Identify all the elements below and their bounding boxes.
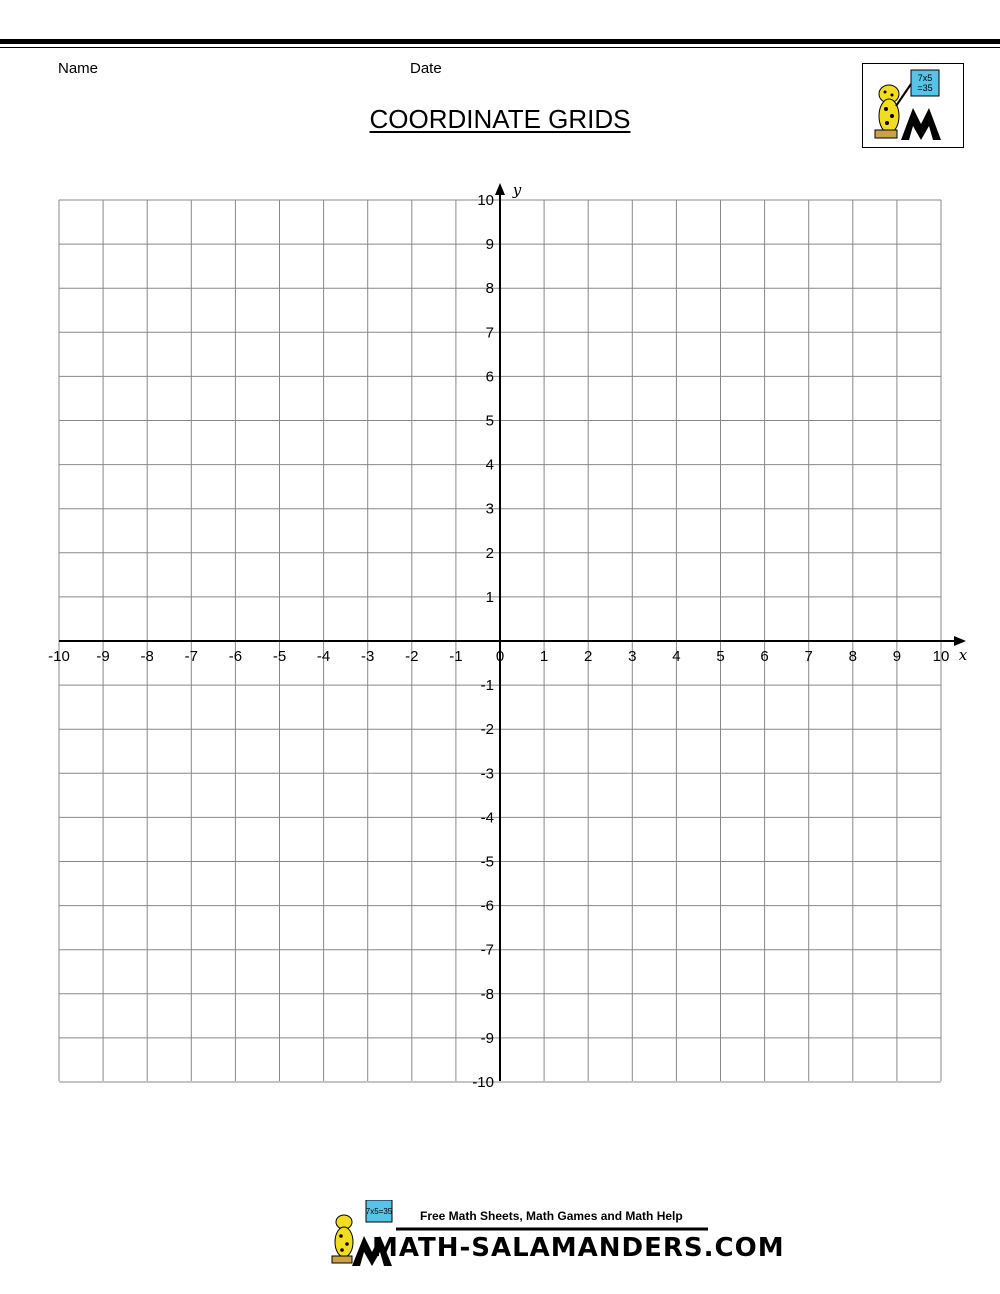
x-tick-label: -1 <box>449 648 463 665</box>
y-tick-label: 7 <box>485 324 494 342</box>
y-tick-label: 2 <box>485 544 494 562</box>
x-tick-label: -8 <box>140 648 154 665</box>
y-tick-label: 8 <box>485 280 494 298</box>
axes <box>59 183 966 1081</box>
x-tick-label: 3 <box>628 648 637 665</box>
x-tick-label: -10 <box>48 648 70 665</box>
x-tick-label: -5 <box>272 648 287 665</box>
y-tick-label: -8 <box>480 985 494 1003</box>
x-axis-arrow <box>954 636 966 646</box>
x-tick-label: 0 <box>495 648 505 665</box>
y-tick-label: 1 <box>485 588 494 606</box>
x-tick-label: -4 <box>316 648 331 665</box>
x-tick-label: -6 <box>228 648 243 665</box>
y-tick-label: 10 <box>477 192 494 209</box>
y-tick-label: 3 <box>485 500 494 518</box>
x-tick-label: 4 <box>672 648 681 665</box>
y-tick-label: -5 <box>480 853 494 871</box>
date-label: Date <box>410 60 442 77</box>
y-tick-label: 5 <box>485 412 494 430</box>
footer-tagline: Free Math Sheets, Math Games and Math Help <box>420 1209 683 1223</box>
name-label: Name <box>58 60 99 77</box>
x-tick-label: -7 <box>184 648 198 665</box>
y-tick-label: -4 <box>480 809 494 827</box>
x-tick-label: -2 <box>405 648 419 665</box>
x-tick-label: 9 <box>892 648 902 665</box>
x-tick-label: 10 <box>932 648 950 665</box>
logo-badge-line1: 7x5 <box>917 73 933 83</box>
y-tick-label: -9 <box>480 1029 494 1047</box>
x-tick-label: 6 <box>760 648 769 665</box>
y-tick-label: 4 <box>485 456 494 474</box>
x-tick-label: 2 <box>584 648 593 665</box>
y-axis-arrow <box>495 183 505 195</box>
y-tick-label: -10 <box>472 1074 494 1091</box>
y-tick-label: -3 <box>480 765 494 783</box>
y-tick-label: -7 <box>480 941 494 959</box>
tick-labels <box>48 181 968 1091</box>
x-tick-label: -9 <box>96 648 110 665</box>
footer-salamander-body <box>335 1227 353 1257</box>
x-tick-label: 7 <box>804 648 813 665</box>
x-tick-label: 5 <box>716 648 725 665</box>
page-title: COORDINATE GRIDS <box>369 104 631 134</box>
y-tick-label: -1 <box>480 677 494 695</box>
x-axis-label: x <box>958 646 968 664</box>
y-tick-label: -6 <box>480 897 494 915</box>
y-tick-label: 9 <box>485 236 494 254</box>
x-tick-label: 1 <box>539 648 549 665</box>
y-tick-label: -2 <box>480 721 494 739</box>
x-tick-label: 8 <box>848 648 857 665</box>
footer-badge-text: 7x5=35 <box>365 1207 393 1216</box>
footer-brand: MATH-SALAMANDERS.COM <box>372 1233 785 1263</box>
y-axis-label: y <box>512 181 522 199</box>
logo-badge-line2: =35 <box>917 83 933 93</box>
y-tick-label: 6 <box>485 368 494 386</box>
x-tick-label: -3 <box>361 648 375 665</box>
